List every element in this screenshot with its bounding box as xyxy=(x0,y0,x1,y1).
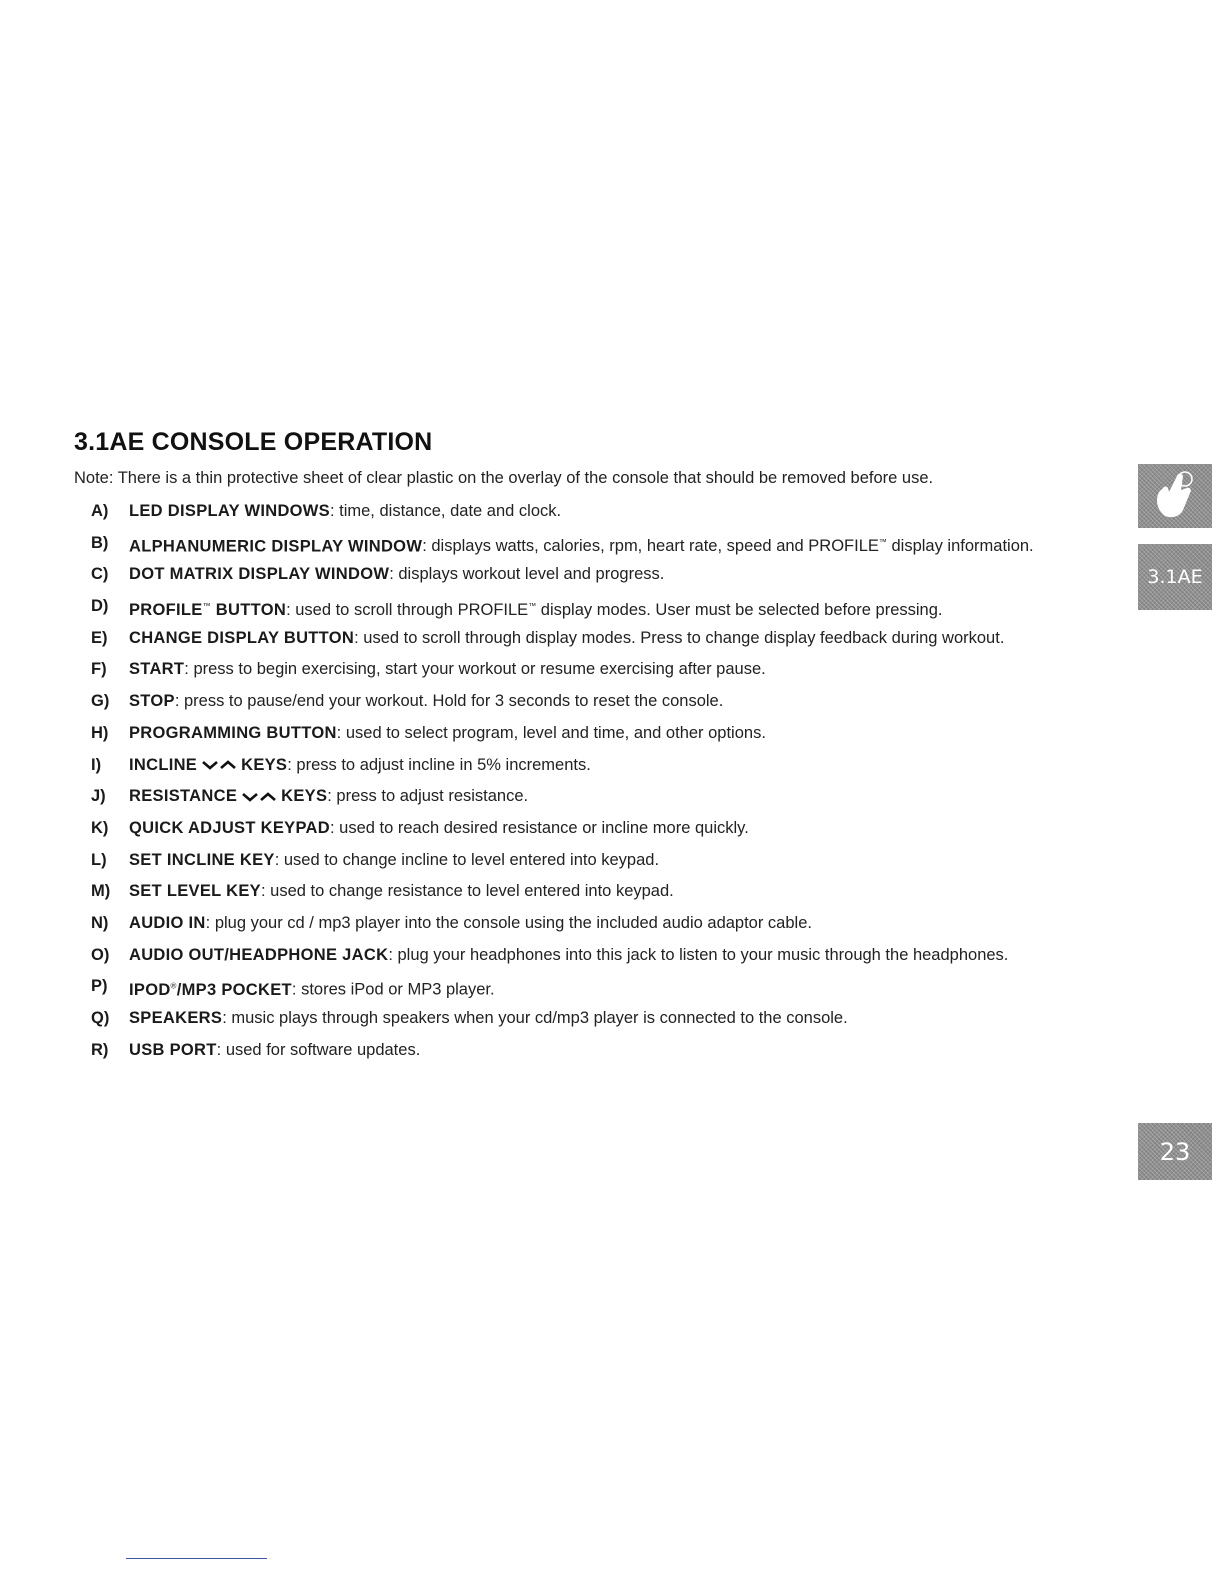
hand-pointer-icon xyxy=(1147,470,1203,522)
item-description: : used to select program, level and time, and other options. xyxy=(336,723,766,742)
list-item xyxy=(91,944,1121,976)
item-term: CHANGE DISPLAY BUTTON xyxy=(129,628,355,647)
list-item xyxy=(91,754,1121,786)
item-term: LED DISPLAY WINDOWS xyxy=(129,502,330,520)
list-item xyxy=(91,690,1121,722)
protective-sheet-note: Note: There is a thin protective sheet of clear plastic on the overlay of the console that should be removed before use. xyxy=(74,469,934,487)
item-description: : used to reach desired resistance or incline more quickly. xyxy=(329,818,749,837)
item-letter: J) xyxy=(91,787,106,806)
down-up-arrows-icon xyxy=(239,791,279,803)
list-item xyxy=(91,595,1121,627)
item-letter: F) xyxy=(91,660,107,679)
list-item xyxy=(91,817,1121,849)
list-item xyxy=(91,975,1121,1007)
item-letter: C) xyxy=(91,565,109,584)
item-description: : time, distance, date and clock. xyxy=(329,502,562,520)
item-term: AUDIO IN xyxy=(129,913,206,932)
item-letter: K) xyxy=(91,818,109,837)
item-description: : press to adjust incline in 5% increments. xyxy=(287,755,591,774)
item-description: : plug your headphones into this jack to listen to your music through the headphones. xyxy=(388,945,1009,964)
item-description: : plug your cd / mp3 player into the console using the included audio adaptor cable. xyxy=(205,913,812,932)
item-description: : press to adjust resistance. xyxy=(327,787,529,806)
item-term: DOT MATRIX DISPLAY WINDOW xyxy=(129,565,390,584)
item-term: IPOD®/MP3 POCKET xyxy=(129,980,292,999)
item-description: : used to change resistance to level entered into keypad. xyxy=(260,882,674,901)
section-tab: 3.1AE xyxy=(1138,544,1212,610)
item-term: START xyxy=(129,660,185,679)
console-parts-list xyxy=(91,500,1121,1070)
item-term: AUDIO OUT/HEADPHONE JACK xyxy=(129,945,389,964)
item-term: SET INCLINE KEY xyxy=(129,850,275,869)
item-description: : press to begin exercising, start your workout or resume exercising after pause. xyxy=(184,660,766,679)
item-letter: O) xyxy=(91,945,110,964)
item-letter: M) xyxy=(91,882,111,901)
item-description: : used for software updates. xyxy=(216,1040,421,1059)
list-item xyxy=(91,722,1121,754)
item-letter: R) xyxy=(91,1040,109,1059)
item-letter: B) xyxy=(91,533,109,552)
item-letter: N) xyxy=(91,913,109,932)
item-letter: E) xyxy=(91,628,108,647)
list-item xyxy=(91,627,1121,659)
trademark-mark: ™ xyxy=(528,601,537,611)
item-description: : displays workout level and progress. xyxy=(389,565,665,584)
list-item xyxy=(91,912,1121,944)
item-term: ALPHANUMERIC DISPLAY WINDOW xyxy=(129,537,423,556)
list-item xyxy=(91,849,1121,881)
list-item xyxy=(91,532,1121,564)
trademark-mark: ™ xyxy=(878,537,887,547)
item-description: : used to change incline to level entered into keypad. xyxy=(274,850,660,869)
list-item xyxy=(91,880,1121,912)
item-term: RESISTANCE KEYS xyxy=(129,787,328,806)
item-letter: G) xyxy=(91,692,110,711)
down-up-arrows-icon xyxy=(199,759,239,771)
item-letter: L) xyxy=(91,850,107,869)
item-term: USB PORT xyxy=(129,1040,217,1059)
list-item xyxy=(91,563,1121,595)
item-letter: A) xyxy=(91,502,109,520)
item-description: : press to pause/end your workout. Hold for 3 seconds to reset the console. xyxy=(174,692,724,711)
item-letter: D) xyxy=(91,597,109,616)
item-letter: P) xyxy=(91,977,108,996)
list-item xyxy=(91,785,1121,817)
list-item xyxy=(91,1039,1121,1071)
item-term: INCLINE KEYS xyxy=(129,755,288,774)
page-number-tab: 23 xyxy=(1138,1123,1212,1180)
list-item xyxy=(91,1007,1121,1039)
trademark-mark: ™ xyxy=(202,601,211,611)
item-term: PROFILE™ BUTTON xyxy=(129,600,287,619)
item-letter: H) xyxy=(91,723,109,742)
item-description: : displays watts, calories, rpm, heart rate, speed and PROFILE™ display information. xyxy=(422,537,1034,556)
footer-rule xyxy=(126,1558,267,1559)
registered-mark: ® xyxy=(170,981,177,991)
item-letter: Q) xyxy=(91,1009,110,1027)
item-term: QUICK ADJUST KEYPAD xyxy=(129,818,330,837)
section-icon-tab xyxy=(1138,464,1212,528)
item-letter: I) xyxy=(91,755,102,774)
item-term: SET LEVEL KEY xyxy=(129,882,261,901)
item-term: STOP xyxy=(129,692,175,711)
item-description: : music plays through speakers when your cd/mp3 player is connected to the console. xyxy=(222,1009,848,1027)
section-title: 3.1AE CONSOLE OPERATION xyxy=(74,428,433,456)
item-description: : used to scroll through display modes. Press to change display feedback during workout. xyxy=(354,628,1005,647)
item-description: : stores iPod or MP3 player. xyxy=(291,980,495,999)
list-item xyxy=(91,658,1121,690)
list-item xyxy=(91,500,1121,532)
item-term: SPEAKERS xyxy=(129,1009,223,1027)
item-description: : used to scroll through PROFILE™ display modes. User must be selected before pressing. xyxy=(286,600,943,619)
item-term: PROGRAMMING BUTTON xyxy=(129,723,337,742)
